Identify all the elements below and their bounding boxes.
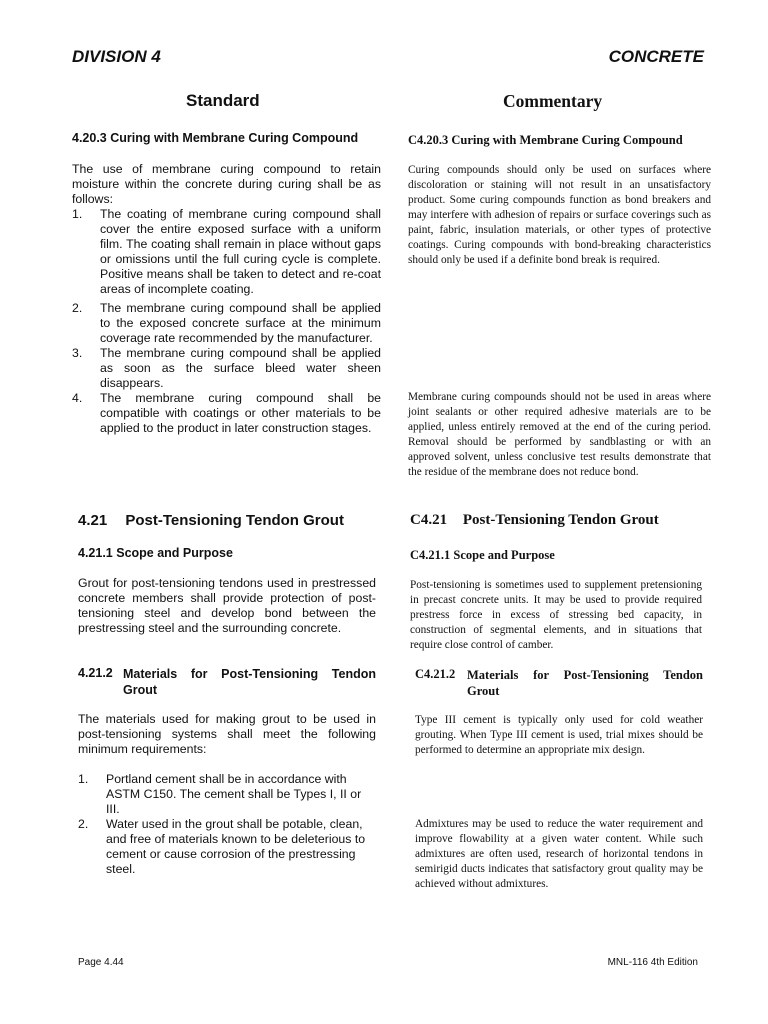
list-item [72, 346, 381, 391]
list-text: Water used in the grout shall be potable, clean, and free of materials known to be deleterious to cement or cause corrosion of the prestressing steel. [106, 817, 366, 876]
list-number: 2. [78, 817, 89, 831]
commentary-4-20-3-p1: Curing compounds should only be used on surfaces where discoloration or staining will not result in an unsatisfactory product. Some curing compounds function as bond breakers and may interfere with adhesion of repairs or surface coverings such as paint, fabric, insulation materials, or other types of protective coatings. Curing compounds with bond-breaking characteristics should only be used if a definite bond break is required. [408, 164, 711, 266]
list-text: Portland cement shall be in accordance with ASTM C150. The cement shall be Types I, II or III. [106, 772, 362, 816]
list-item [72, 391, 381, 436]
list-item [78, 772, 376, 817]
list-text: The membrane curing compound shall be compatible with coatings or other materials to be applied to the product in later construction stages. [100, 391, 381, 435]
section-number: C4.21 [410, 512, 448, 528]
edition-label: MNL-116 4th Edition [607, 957, 698, 968]
list-text: The membrane curing compound shall be applied to the exposed concrete surface at the minimum coverage rate recommended by the manufacturer. [100, 301, 381, 345]
list-item [78, 817, 376, 877]
topic-label: CONCRETE [608, 47, 704, 66]
commentary-4-21-2-p1: Type III cement is typically only used for cold weather grouting. When Type III cement is used, trial mixes should be performed to determine an appropriate mix design. [415, 714, 703, 756]
section-title: Post-Tensioning Tendon Grout [462, 512, 659, 528]
division-label: DIVISION 4 [72, 47, 161, 66]
commentary-column-title: Commentary [503, 91, 603, 111]
list-number: 1. [72, 207, 83, 221]
section-number: 4.21 [78, 512, 108, 529]
list-text: The coating of membrane curing compound shall cover the entire exposed surface with a uniform film. The coating shall remain in place without gaps or omissions until the full curing cycle is complete. Positive means shall be taken to detect and re-coat areas of incomplete coating. [100, 207, 381, 296]
list-number: 3. [72, 346, 83, 360]
page-number: Page 4.44 [78, 957, 124, 968]
section-number: C4.21.2 [415, 667, 456, 681]
commentary-4-20-3-heading: C4.20.3 Curing with Membrane Curing Compound [408, 133, 683, 147]
list-item [72, 301, 381, 346]
section-number: 4.21.2 [78, 666, 113, 680]
list-number: 4. [72, 391, 83, 405]
commentary-4-21-heading [410, 512, 659, 529]
list-number: 2. [72, 301, 83, 315]
section-4-21-2-list [78, 772, 376, 877]
section-4-20-3-heading: 4.20.3 Curing with Membrane Curing Compound [72, 131, 359, 145]
section-4-21-1-body: Grout for post-tensioning tendons used in prestressed concrete members shall provide protection of post-tensioning steel and develop bond between the prestressing steel and the surrounding concrete. [78, 576, 376, 635]
section-title: Materials for Post-Tensioning Tendon Grout [467, 668, 703, 698]
commentary-4-21-2-heading [415, 667, 703, 699]
list-number: 1. [78, 772, 89, 786]
list-text: The membrane curing compound shall be applied as soon as the surface bleed water sheen disappears. [100, 346, 381, 390]
commentary-4-21-2-p2: Admixtures may be used to reduce the water requirement and improve flowability at a given water content. While such admixtures are often used, research of horizontal tendons in semirigid ducts indicates that satisfactory grout quality may be achieved without admixtures. [415, 818, 703, 890]
commentary-4-21-1-heading: C4.21.1 Scope and Purpose [410, 548, 555, 562]
section-4-21-heading [78, 512, 344, 529]
section-title: Post-Tensioning Tendon Grout [125, 512, 344, 529]
section-4-21-1-heading: 4.21.1 Scope and Purpose [78, 546, 233, 560]
section-4-21-2-intro: The materials used for making grout to be used in post-tensioning systems shall meet the following minimum requirements: [78, 712, 376, 756]
standard-column-title: Standard [186, 91, 260, 110]
list-item [72, 207, 381, 297]
commentary-4-20-3-p2: Membrane curing compounds should not be used in areas where joint sealants or other required adhesive materials are to be applied, unless entirely removed at the end of the curing period. Removal should be performed by sandblasting or with an approved solvent, unless conclusive test results demonstrate that the residue of the membrane does not reduce bond. [408, 391, 711, 478]
section-title: Materials for Post-Tensioning Tendon Grout [123, 667, 376, 697]
section-4-21-2-heading [78, 666, 376, 698]
commentary-4-21-1-body: Post-tensioning is sometimes used to supplement pretensioning in precast concrete units. It may be used to provide required prestress force in excess of stressing bed capacity, in construction of segmental elements, and in situations that require close control of camber. [410, 579, 702, 651]
section-4-20-3-intro: The use of membrane curing compound to retain moisture within the concrete during curing shall be as follows: [72, 162, 381, 206]
section-4-20-3-body [72, 162, 381, 436]
